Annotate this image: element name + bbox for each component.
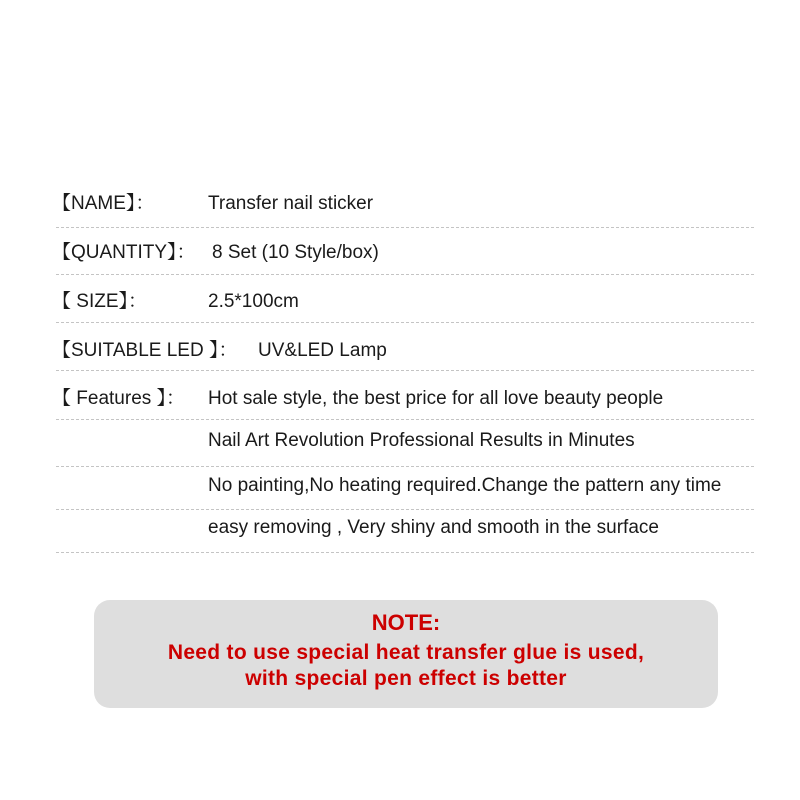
spec-value-suitable-led: UV&LED Lamp bbox=[258, 340, 387, 361]
row-divider bbox=[56, 370, 754, 371]
feature-line bbox=[52, 428, 754, 454]
spec-label-quantity: 【QUANTITY】： bbox=[52, 242, 196, 263]
note-line-1: Need to use special heat transfer glue is used, bbox=[167, 641, 645, 664]
feature-line bbox=[52, 473, 754, 499]
spec-value-quantity: 8 Set (10 Style/box) bbox=[212, 242, 379, 263]
spec-row-features bbox=[52, 386, 754, 412]
row-divider bbox=[56, 509, 754, 510]
feature-text: Nail Art Revolution Professional Results in Minutes bbox=[208, 430, 635, 451]
row-divider bbox=[56, 419, 754, 420]
note-title: NOTE: bbox=[371, 610, 441, 635]
spec-label-size: 【 SIZE】： bbox=[52, 291, 148, 312]
spec-value-features: Hot sale style, the best price for all love beauty people bbox=[208, 388, 664, 409]
spec-value-size: 2.5*100cm bbox=[208, 291, 299, 312]
feature-text: No painting,No heating required.Change the pattern any time bbox=[208, 475, 722, 496]
feature-line bbox=[52, 515, 754, 541]
spec-value-name: Transfer nail sticker bbox=[208, 193, 374, 214]
spec-row-quantity bbox=[52, 240, 754, 266]
spec-row-size bbox=[52, 289, 754, 315]
feature-text: easy removing , Very shiny and smooth in the surface bbox=[208, 517, 659, 538]
row-divider bbox=[56, 552, 754, 553]
spec-label-features: 【 Features 】： bbox=[52, 388, 186, 409]
row-divider bbox=[56, 322, 754, 323]
spec-row-suitable-led bbox=[52, 338, 754, 364]
spec-label-name: 【NAME】： bbox=[52, 193, 155, 214]
row-divider bbox=[56, 227, 754, 228]
spec-label-suitable-led: 【SUITABLE LED 】： bbox=[52, 340, 238, 361]
note-line-2: with special pen effect is better bbox=[245, 667, 567, 690]
row-divider bbox=[56, 466, 754, 467]
spec-row-name bbox=[52, 191, 754, 217]
note-box bbox=[94, 600, 718, 708]
row-divider bbox=[56, 274, 754, 275]
